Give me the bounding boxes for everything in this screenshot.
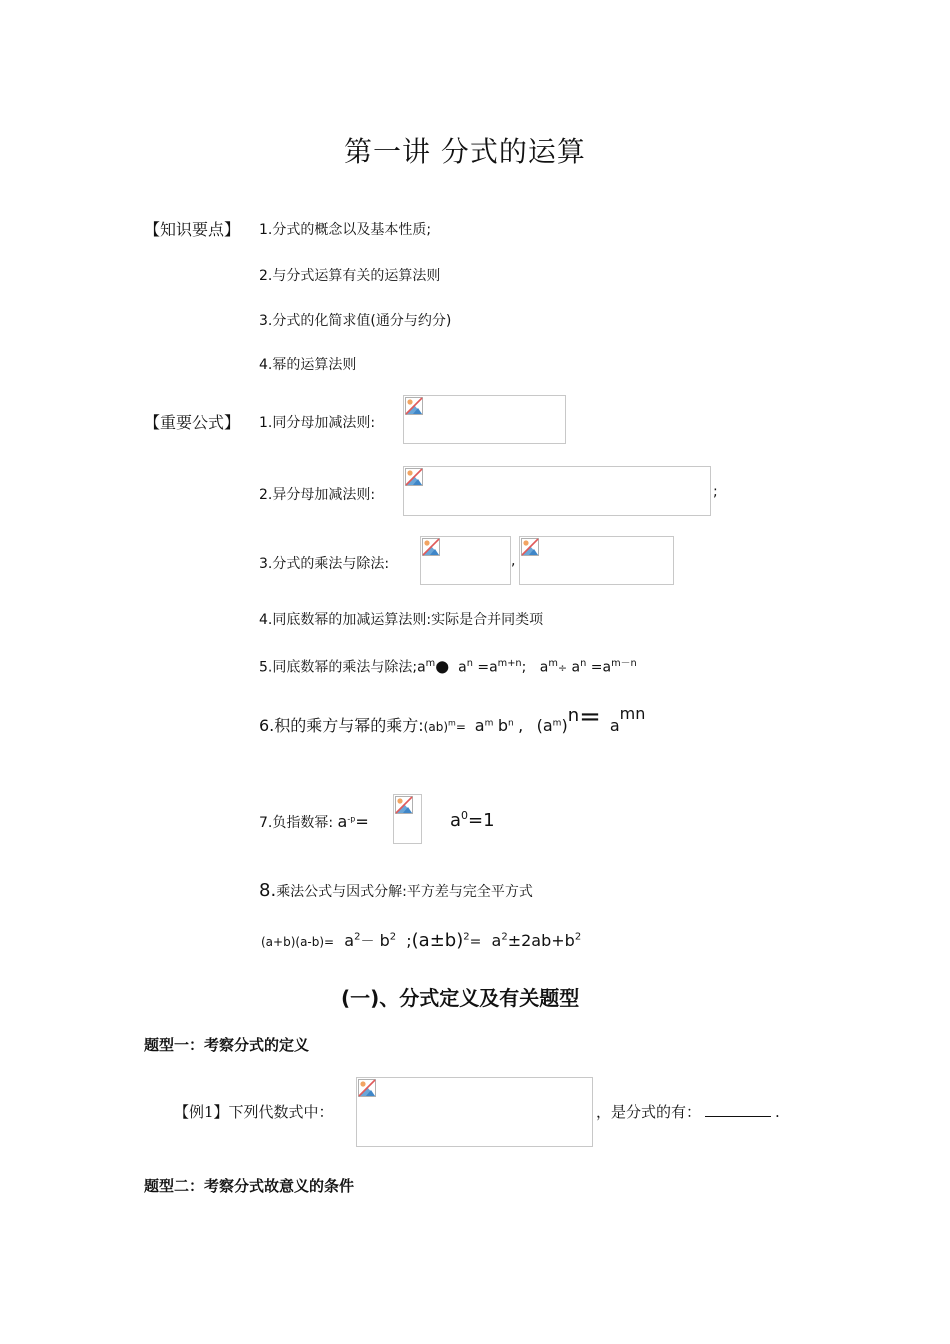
formula-5-mmn: m－n	[611, 658, 637, 669]
broken-image-icon	[422, 538, 440, 556]
formula-6-a2: a	[609, 716, 620, 735]
example-1-end: .	[775, 1103, 780, 1121]
formula-7-eq: =	[355, 812, 369, 831]
question-type-2: 题型二：考察分式故意义的条件	[144, 1177, 355, 1195]
formula-6-a: a	[474, 716, 485, 735]
example-1-tail	[596, 1101, 780, 1122]
example-1-text: 下列代数式中：	[228, 1103, 334, 1121]
broken-image-icon	[405, 397, 423, 415]
formula-8-lhs: (a+b)(a-b)=	[261, 935, 335, 949]
formula-8-semi: ;	[406, 931, 412, 950]
formula-6-n: n	[507, 718, 514, 729]
formula-5-n: n	[466, 658, 473, 669]
broken-image-icon	[395, 796, 413, 814]
formula-3-label: 3.分式的乘法与除法:	[259, 556, 390, 572]
formula-6-eq2: =	[579, 702, 601, 732]
formula-6-m2: m	[552, 718, 562, 729]
formula-1-image	[403, 395, 566, 444]
example-1-tail-text: ，是分式的有：	[596, 1103, 702, 1121]
page-title: 第一讲 分式的运算	[344, 135, 586, 168]
formula-1-label: 1.同分母加减法则:	[259, 415, 376, 431]
formula-2-image	[403, 466, 711, 516]
formula-8-a-exp: 2	[354, 931, 361, 943]
formula-5	[259, 655, 637, 677]
formula-5-mpn: m+n	[497, 658, 522, 669]
formula-7-exp: -p	[347, 814, 356, 824]
formula-5-label: 5.同底数幂的乘法与除法;	[259, 659, 418, 676]
formula-5-eq2: =a	[590, 659, 612, 676]
formula-7-image	[393, 794, 422, 844]
formula-5-m: m	[425, 658, 436, 669]
broken-image-icon	[405, 468, 423, 486]
formula-8-expr	[261, 930, 581, 951]
formula-5-n2: n	[580, 658, 587, 669]
formula-8-num: 8.	[259, 880, 277, 901]
formulas-label: 【重要公式】	[144, 413, 241, 432]
formula-5-a: a	[417, 659, 426, 676]
knowledge-item-4: 4.幂的运算法则	[259, 357, 357, 373]
formula-8-sq-lhs: (a±b)	[411, 930, 464, 951]
formula-5-dot: ●	[435, 656, 450, 676]
formula-2-label: 2.异分母加减法则:	[259, 487, 376, 503]
knowledge-label: 【知识要点】	[144, 220, 241, 239]
formula-8	[259, 880, 533, 901]
formula-7-lhs: a	[337, 812, 348, 831]
formula-4: 4.同底数幂的加减运算法则:实际是合并同类项	[259, 612, 544, 628]
formula-8-b: b	[379, 931, 390, 950]
formula-7-zero-a: a	[450, 810, 462, 831]
section-heading: (一)、分式定义及有关题型	[341, 986, 580, 1010]
example-1-label: 【例1】	[174, 1103, 229, 1121]
formula-5-a3: a	[539, 659, 549, 676]
formula-6-mn: mn	[619, 704, 646, 723]
formula-7-zero-exp: 0	[461, 809, 469, 822]
knowledge-item-3: 3.分式的化简求值(通分与约分)	[259, 313, 452, 329]
knowledge-item-1: 1.分式的概念以及基本性质;	[259, 222, 432, 238]
formula-8-b-exp: 2	[389, 931, 397, 943]
formula-6-lhs-exp: m	[448, 718, 456, 728]
formula-5-eq1: =a	[477, 659, 498, 676]
formula-6-lhs: (ab)	[423, 720, 449, 734]
formula-6-b: b	[497, 716, 508, 735]
formula-8-b2-exp: 2	[574, 931, 582, 943]
knowledge-item-2: 2.与分式运算有关的运算法则	[259, 268, 441, 284]
formula-7-zero-rhs: =1	[468, 810, 495, 831]
formula-5-a2: a	[458, 659, 467, 676]
formula-3-separator: ,	[511, 553, 516, 569]
formula-8-eq: =	[469, 934, 482, 950]
formula-8-sq-exp: 2	[463, 931, 470, 943]
formula-3-image-div	[519, 536, 674, 585]
example-1	[174, 1101, 334, 1122]
question-type-1: 题型一：考察分式的定义	[144, 1036, 310, 1054]
formula-8-a2: a	[491, 931, 502, 950]
formula-8-label: 乘法公式与因式分解:平方差与完全平方式	[276, 884, 533, 900]
formula-6-label: 6.积的乘方与幂的乘方:	[259, 716, 424, 735]
formula-6	[259, 702, 646, 738]
formula-3-image-mul	[420, 536, 511, 585]
formula-6-eq: =	[455, 720, 466, 734]
formula-7	[259, 812, 369, 832]
formula-8-sq-rhs: ±2ab+b	[507, 931, 575, 950]
formula-5-div: ÷	[557, 661, 568, 675]
formula-8-a2-exp: 2	[501, 931, 508, 943]
formula-5-semi: ;	[521, 659, 527, 676]
formula-7-zero	[450, 809, 495, 831]
formula-5-m2: m	[548, 658, 558, 669]
formula-8-a: a	[344, 931, 355, 950]
formula-5-a4: a	[571, 659, 581, 676]
formula-6-n2: n	[567, 705, 580, 726]
formula-6-m: m	[484, 718, 494, 729]
example-1-image	[356, 1077, 593, 1147]
formula-6-close: )	[561, 716, 568, 735]
broken-image-icon	[521, 538, 539, 556]
formula-6-comma: ,	[518, 716, 524, 735]
answer-blank[interactable]	[705, 1104, 771, 1117]
broken-image-icon	[358, 1079, 376, 1097]
formula-6-am: (a	[536, 716, 553, 735]
formula-7-label: 7.负指数幂:	[259, 815, 334, 831]
formula-2-tail: ;	[713, 484, 718, 500]
formula-8-minus: －	[360, 934, 375, 950]
